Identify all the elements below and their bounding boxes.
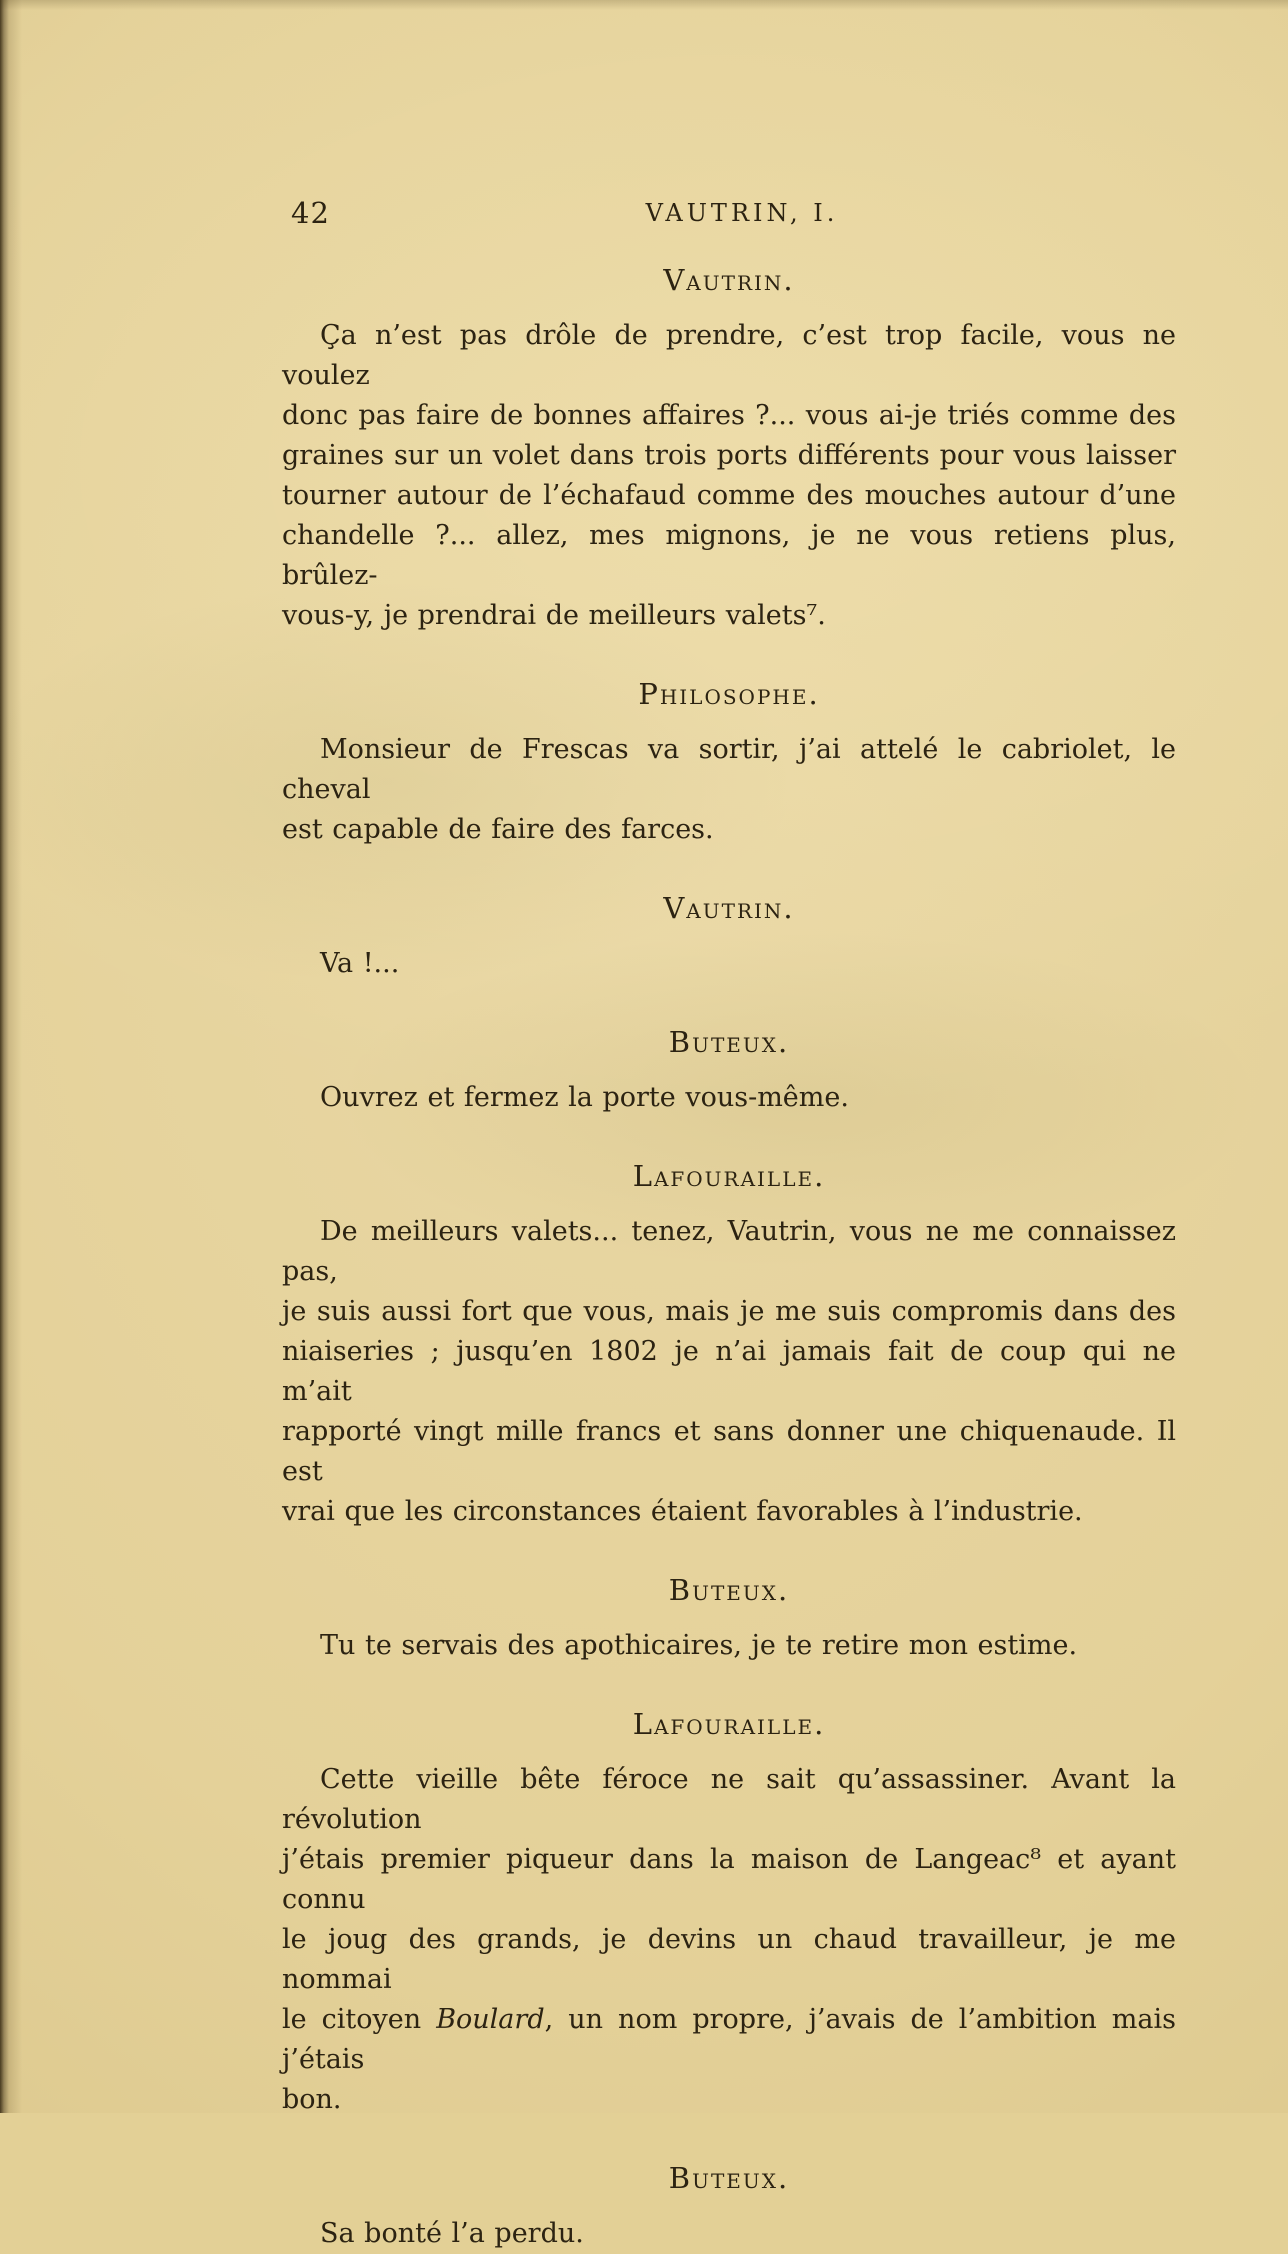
scan-edge-shadow bbox=[0, 0, 22, 2113]
dialogue-section bbox=[282, 1158, 1176, 1532]
text-line: tourner autour de l’échafaud comme des mouches autour d’une bbox=[282, 480, 1176, 511]
play-text-block bbox=[282, 262, 1176, 2254]
text-line: Monsieur de Frescas va sortir, j’ai attelé le cabriolet, le cheval bbox=[282, 734, 1176, 805]
text-line: est capable de faire des farces. bbox=[282, 814, 714, 845]
text-line: Sa bonté l’a perdu. bbox=[320, 2218, 584, 2249]
dialogue-paragraph bbox=[282, 730, 1176, 850]
dialogue-section bbox=[282, 890, 1176, 984]
dialogue-section bbox=[282, 262, 1176, 636]
speaker-heading: Lafouraille. bbox=[632, 1707, 826, 1741]
text-line: Tu te servais des apothicaires, je te retire mon estime. bbox=[320, 1630, 1078, 1661]
dialogue-section bbox=[282, 1572, 1176, 1666]
speaker-heading: Lafouraille. bbox=[632, 1159, 826, 1193]
text-line: De meilleurs valets... tenez, Vautrin, vous ne me connaissez pas, bbox=[282, 1216, 1176, 1287]
dialogue-paragraph bbox=[282, 1760, 1176, 2120]
speaker-heading: Buteux. bbox=[668, 1573, 790, 1607]
text-line: donc pas faire de bonnes affaires ?... vous ai-je triés comme des bbox=[282, 400, 1176, 431]
dialogue-paragraph bbox=[282, 1078, 1176, 1118]
text-line: j’étais premier piqueur dans la maison de Langeac⁸ et ayant connu bbox=[282, 1844, 1176, 1915]
dialogue-paragraph bbox=[282, 1212, 1176, 1532]
scan-top-shadow bbox=[0, 0, 1288, 10]
text-line: Cette vieille bête féroce ne sait qu’assassiner. Avant la révolution bbox=[282, 1764, 1176, 1835]
page-number: 42 bbox=[291, 196, 330, 230]
text-line: graines sur un volet dans trois ports différents pour vous laisser bbox=[282, 440, 1176, 471]
page-header bbox=[0, 196, 1288, 236]
dialogue-paragraph bbox=[282, 2214, 1176, 2254]
dialogue-paragraph bbox=[282, 944, 1176, 984]
dialogue-section bbox=[282, 2160, 1176, 2254]
dialogue-section bbox=[282, 1024, 1176, 1118]
speaker-heading: Buteux. bbox=[668, 2161, 790, 2195]
text-line: le citoyen Boulard, un nom propre, j’avais de l’ambition mais j’étais bbox=[282, 2004, 1177, 2075]
dialogue-paragraph bbox=[282, 316, 1176, 636]
speaker-heading: Vautrin. bbox=[663, 891, 795, 925]
running-title: VAUTRIN, I. bbox=[645, 199, 839, 227]
text-line: Va !... bbox=[320, 948, 400, 979]
dialogue-section bbox=[282, 676, 1176, 850]
text-line: bon. bbox=[282, 2084, 342, 2115]
text-line: rapporté vingt mille francs et sans donner une chiquenaude. Il est bbox=[282, 1416, 1176, 1487]
text-line: Ouvrez et fermez la porte vous-même. bbox=[320, 1082, 849, 1113]
dialogue-paragraph bbox=[282, 1626, 1176, 1666]
text-line: chandelle ?... allez, mes mignons, je ne vous retiens plus, brûlez- bbox=[282, 520, 1176, 591]
text-line: vous-y, je prendrai de meilleurs valets⁷. bbox=[282, 600, 826, 631]
italic-text: Boulard bbox=[436, 2004, 545, 2035]
text-line: vrai que les circonstances étaient favorables à l’industrie. bbox=[282, 1496, 1083, 1527]
text-line: Ça n’est pas drôle de prendre, c’est trop facile, vous ne voulez bbox=[282, 320, 1176, 391]
text-line: je suis aussi fort que vous, mais je me suis compromis dans des bbox=[282, 1296, 1176, 1327]
speaker-heading: Buteux. bbox=[668, 1025, 790, 1059]
dialogue-section bbox=[282, 1706, 1176, 2120]
speaker-heading: Vautrin. bbox=[663, 263, 795, 297]
text-line: niaiseries ; jusqu’en 1802 je n’ai jamais fait de coup qui ne m’ait bbox=[282, 1336, 1176, 1407]
speaker-heading: Philosophe. bbox=[638, 677, 820, 711]
text-line: le joug des grands, je devins un chaud travailleur, je me nommai bbox=[282, 1924, 1176, 1995]
